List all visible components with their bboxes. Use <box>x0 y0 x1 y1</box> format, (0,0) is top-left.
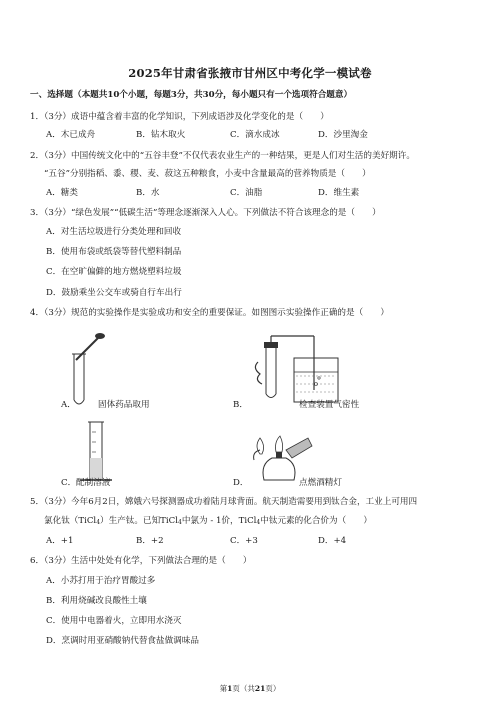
option-b[interactable]: B．水 <box>136 188 160 198</box>
option-c[interactable]: C．使用中电器着火，立即用水浇灭 <box>46 616 182 626</box>
page-footer: 第1页（共21页） <box>219 684 281 693</box>
question-1 <box>30 112 470 123</box>
option-a[interactable]: A．+1 <box>46 536 74 546</box>
page-title: 2025年甘肃省张掖市甘州区中考化学一模试卷 <box>128 66 372 80</box>
question-stem: “五谷”分别指稻、黍、稷、麦、菽这五种粮食，小麦中含量最高的营养物质是（ ） <box>44 169 371 179</box>
figure-caption: 固体药品取用 <box>98 400 150 410</box>
option-d[interactable]: D．+4 <box>318 536 347 546</box>
question-stem: 2．（3分）中国传统文化中的“五谷丰登”不仅代表农业生产的一种结果，更是人们对生活的美好期许。 <box>30 151 415 161</box>
question-stem: 3．（3分）“绿色发展”“低碳生活”等理念逐渐深入人心。下列做法不符合该理念的是（ ） <box>30 208 381 218</box>
option-a[interactable]: A．糖类 <box>46 188 78 198</box>
figure-letter-a[interactable]: A． <box>61 400 76 410</box>
question-3 <box>30 208 470 219</box>
option-c[interactable]: C．在空旷偏僻的地方燃烧塑料垃圾 <box>46 267 182 277</box>
question-stem: 氯化钛（TiCl4）生产钛。已知TiCl4中氯为 - 1价，TiCl4中钛元素的化合价为（ ） <box>44 516 372 526</box>
option-a[interactable]: A．小苏打用于治疗胃酸过多 <box>46 576 156 586</box>
question-2 <box>30 151 470 162</box>
total-pages: 21 <box>254 684 266 693</box>
figure-alcohol-lamp <box>246 424 316 486</box>
option-b[interactable]: B．使用布袋或纸袋等替代塑料制品 <box>46 247 182 257</box>
question-6 <box>30 556 470 567</box>
option-c[interactable]: C．油脂 <box>230 188 263 198</box>
figure-caption: 点燃酒精灯 <box>299 478 342 488</box>
question-5-cont <box>44 516 484 527</box>
figure-solid-sampling <box>60 330 120 410</box>
option-b[interactable]: B．利用烧碱改良酸性土壤 <box>46 596 147 606</box>
option-c[interactable]: C．滴水成冰 <box>230 130 280 140</box>
option-c[interactable]: C．+3 <box>230 536 258 546</box>
question-5 <box>30 497 470 508</box>
question-4 <box>30 308 470 319</box>
option-d[interactable]: D．鼓励乘坐公交车或骑自行车出行 <box>46 288 182 298</box>
figure-caption: 检查装置气密性 <box>299 400 360 410</box>
option-b[interactable]: B．+2 <box>136 536 164 546</box>
figure-letter-d[interactable]: D． <box>233 478 249 488</box>
figure-letter-b[interactable]: B． <box>233 400 248 410</box>
option-a[interactable]: A．对生活垃圾进行分类处理和回收 <box>46 227 182 237</box>
question-stem: 6．（3分）生活中处处有化学，下列做法合理的是（ ） <box>30 556 252 566</box>
option-b[interactable]: B．钻木取火 <box>136 130 186 140</box>
question-stem: 5．（3分）今年6月2日，嫦娥六号探测器成功着陆月球背面。航天制造需要用到钛合金，工业上可用四 <box>30 497 418 507</box>
section-heading: 一、选择题（本题共10个小题，每题3分，共30分，每小题只有一个选项符合题意） <box>30 90 353 100</box>
question-stem: 1．（3分）成语中蕴含着丰富的化学知识，下列成语涉及化学变化的是（ ） <box>30 112 329 122</box>
option-d[interactable]: D．烹调时用亚硝酸钠代替食盐做调味品 <box>46 636 199 646</box>
figure-caption: 配制溶液 <box>76 478 111 488</box>
option-d[interactable]: D．沙里淘金 <box>318 130 368 140</box>
option-a[interactable]: A．木已成舟 <box>46 130 96 140</box>
figure-letter-c[interactable]: C． <box>61 478 77 488</box>
page-number: 1 <box>227 684 233 693</box>
question-stem: 4．（3分）规范的实验操作是实验成功和安全的重要保证。如图图示实验操作正确的是（ ） <box>30 308 389 318</box>
question-2-cont <box>44 169 484 180</box>
option-d[interactable]: D．维生素 <box>318 188 360 198</box>
